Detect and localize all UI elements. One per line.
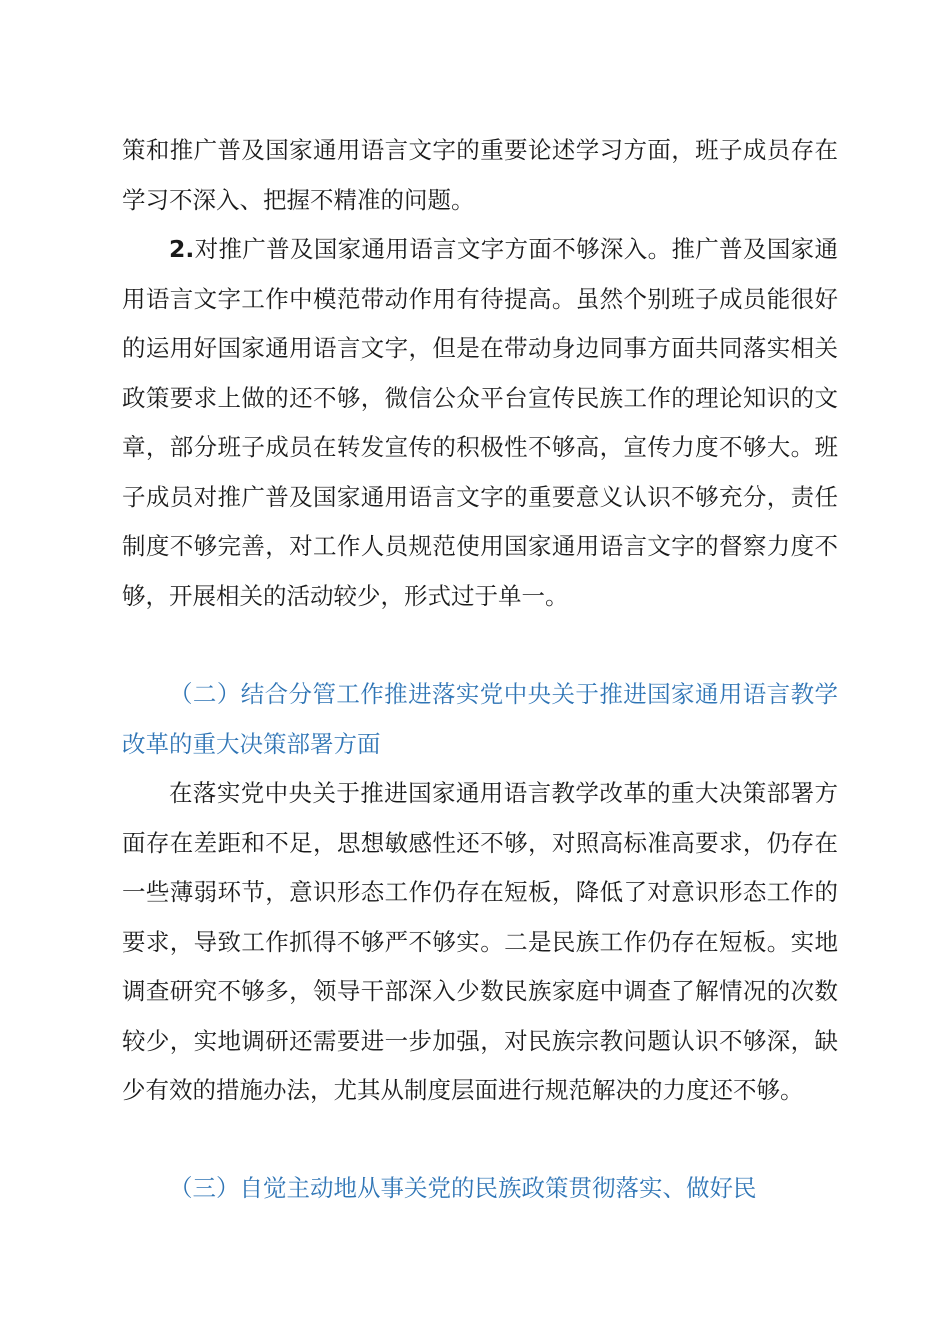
paragraph-continuation: 策和推广普及国家通用语言文字的重要论述学习方面，班子成员存在学习不深入、把握不精准的问题。 xyxy=(122,136,838,214)
item-2-text: 对推广普及国家通用语言文字方面不够深入。推广普及国家通用语言文字工作中模范带动作用有待提高。虽然个别班子成员能很好的运用好国家通用语言文字，但是在带动身边同事方面共同落实相关政策要求上做的还不够，微信公众平台宣传民族工作的理论知识的文章，部分班子成员在转发宣传的积极性不够高，宣传力度不够大。班子成员对推广普及国家通用语言文字的重要意义认识不够充分，责任制度不够完善，对工作人员规范使用国家通用语言文字的督察力度不够，开展相关的活动较少，形式过于单一。 xyxy=(122,235,838,610)
section-heading-2: （二）结合分管工作推进落实党中央关于推进国家通用语言教学改革的重大决策部署方面 xyxy=(122,680,838,758)
item-number: 2. xyxy=(169,235,195,263)
paragraph-section-2-body: 在落实党中央关于推进国家通用语言教学改革的重大决策部署方面存在差距和不足，思想敏感性还不够，对照高标准高要求，仍存在一些薄弱环节，意识形态工作仍存在短板，降低了对意识形态工作的要求，导致工作抓得不够严不够实。二是民族工作仍存在短板。实地调查研究不够多，领导干部深入少数民族家庭中调查了解情况的次数较少，实地调研还需要进一步加强，对民族宗教问题认识不够深，缺少有效的措施办法，尤其从制度层面进行规范解决的力度还不够。 xyxy=(122,779,838,1104)
paragraph-item-2 xyxy=(122,225,838,621)
section-heading-3: （三）自觉主动地从事关党的民族政策贯彻落实、做好民 xyxy=(169,1174,757,1202)
